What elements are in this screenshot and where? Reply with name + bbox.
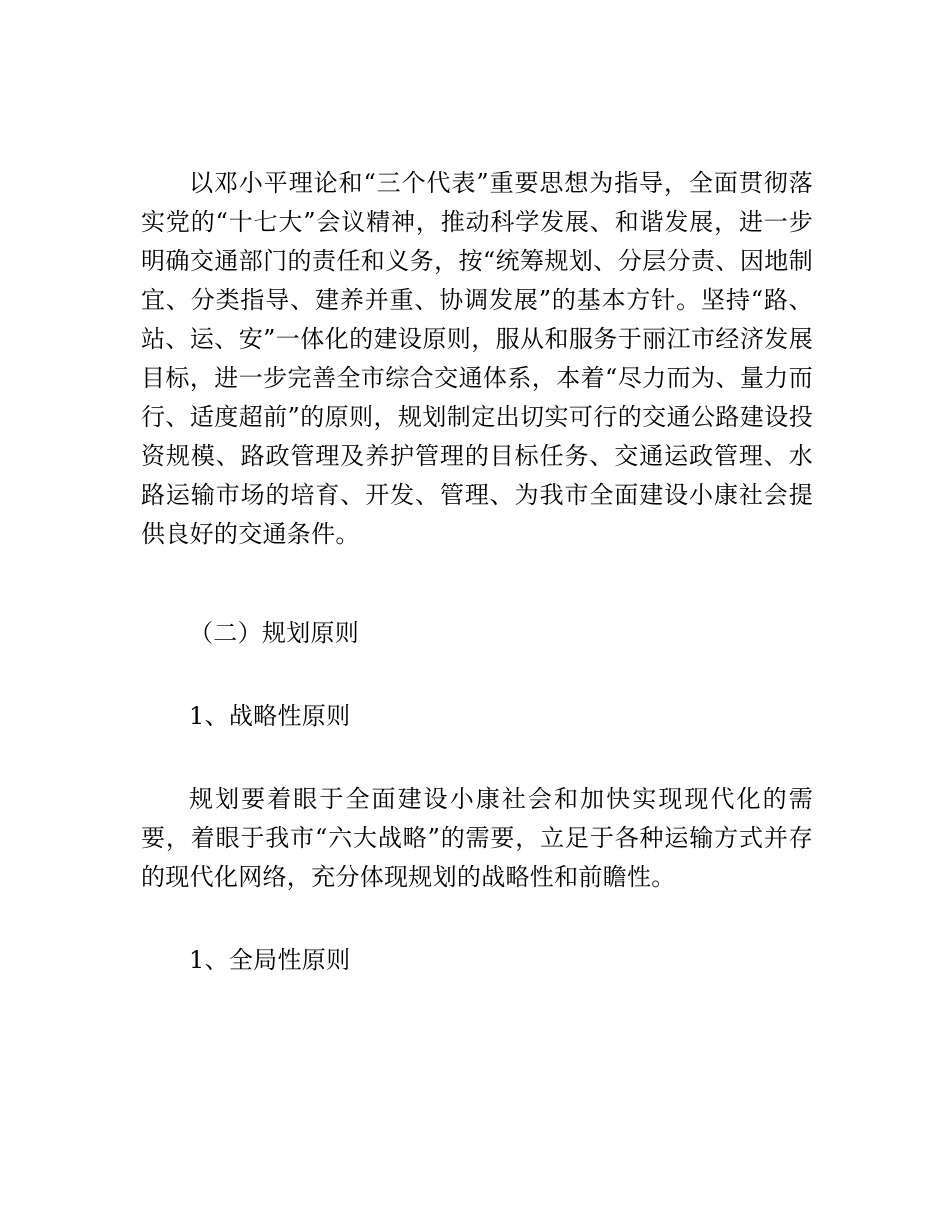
section-heading-planning-principles: （二）规划原则 <box>189 619 360 647</box>
global-principle-heading: 1、全局性原则 <box>189 946 351 974</box>
strategic-principle-heading: 1、战略性原则 <box>189 702 351 730</box>
strategic-principle-paragraph: 规划要着眼于全面建设小康社会和加快实现现代化的需要，着眼于我市“六大战略”的需要，立足于各种运输方式并存的现代化网络，充分体现规划的战略性和前瞻性。 <box>141 785 813 891</box>
document-body <box>141 164 813 980</box>
guiding-paragraph: 以邓小平理论和“三个代表”重要思想为指导，全面贯彻落实党的“十七大”会议精神，推动科学发展、和谐发展，进一步明确交通部门的责任和义务，按“统筹规划、分层分责、因地制宜、分类指导、建养并重、协调发展”的基本方针。坚持“路、站、运、安”一体化的建设原则，服从和服务于丽江市经济发展目标，进一步完善全市综合交通体系，本着“尽力而为、量力而行、适度超前”的原则，规划制定出切实可行的交通公路建设投资规模、路政管理及养护管理的目标任务、交通运政管理、水路运输市场的培育、开发、管理、为我市全面建设小康社会提供良好的交通条件。 <box>141 169 813 548</box>
